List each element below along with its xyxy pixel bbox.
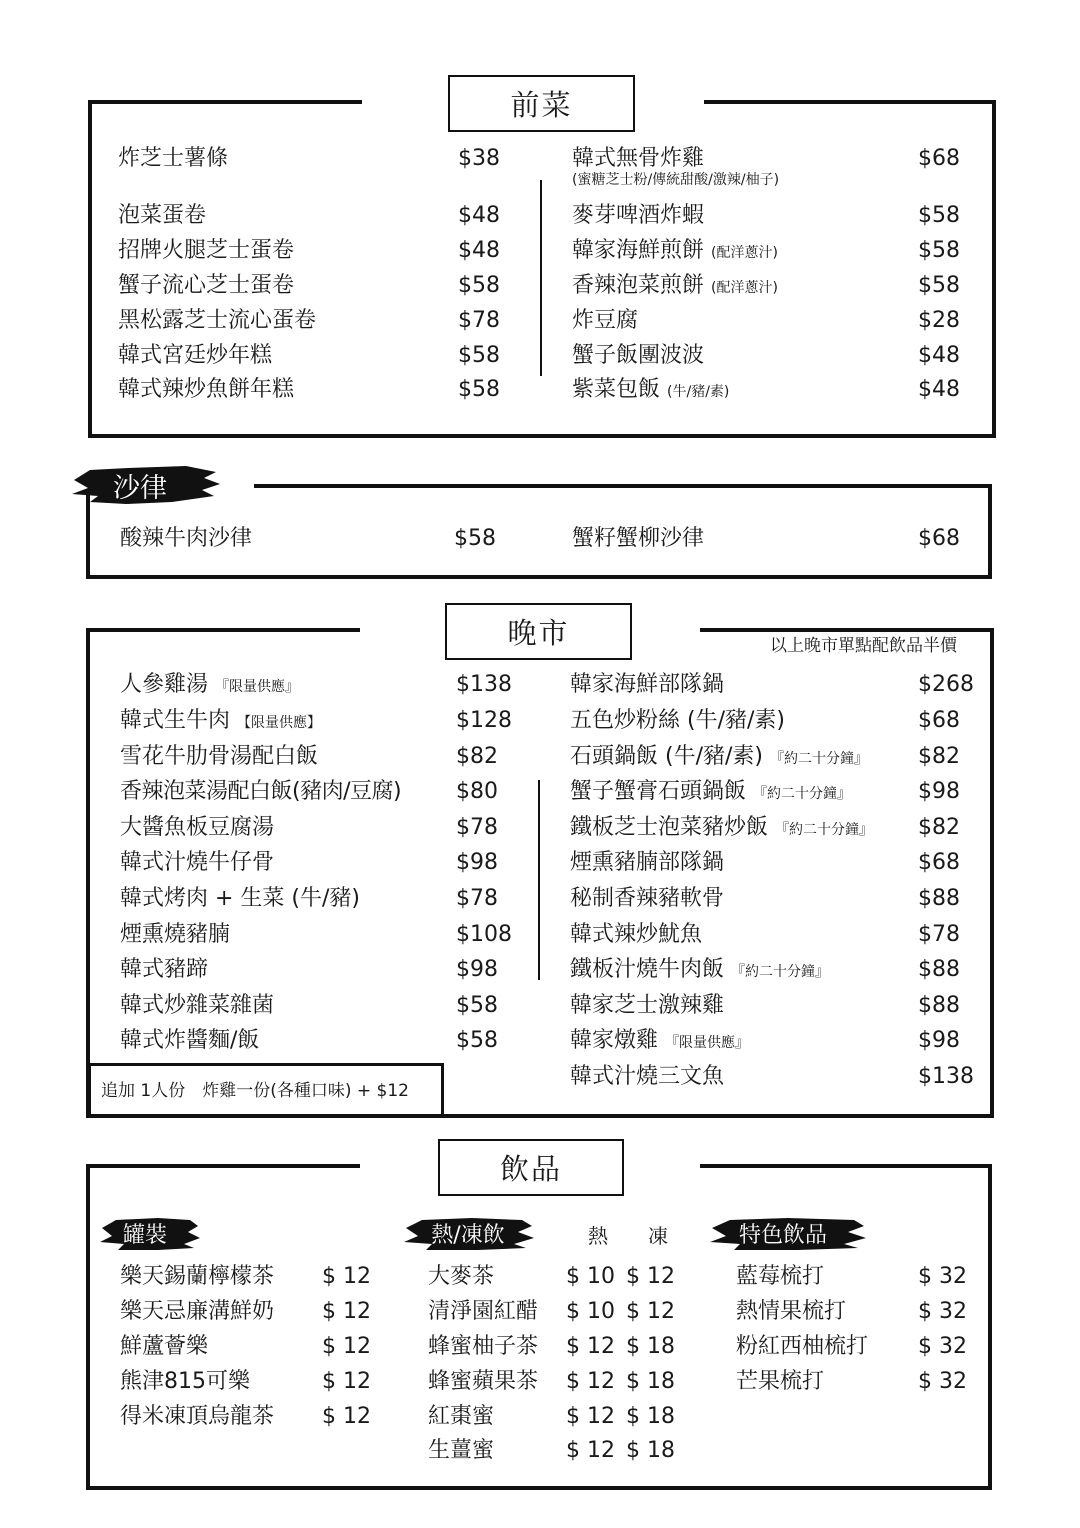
- menu-item-price: $58: [918, 238, 960, 263]
- menu-item-name: 蟹子蟹膏石頭鍋飯 『約二十分鐘』: [570, 779, 852, 804]
- menu-item-price: $78: [456, 815, 498, 840]
- menu-item-name: 泡菜蛋卷: [118, 203, 207, 228]
- menu-item-price: $68: [918, 850, 960, 875]
- menu-item-price: $68: [918, 526, 960, 551]
- menu-item-price: $78: [458, 308, 500, 333]
- menu-item-name: 蜂蜜蘋果茶: [428, 1369, 539, 1394]
- menu-item-name: 蟹籽蟹柳沙律: [572, 526, 705, 551]
- menu-item-name: 韓家芝士激辣雞: [570, 993, 725, 1018]
- dinner-note: 以上晚市單點配飲品半價: [770, 636, 957, 656]
- menu-item-name: 韓式辣炒魷魚: [570, 922, 703, 947]
- menu-item-note: 『限量供應』: [215, 679, 300, 695]
- menu-item-name: 韓家海鮮部隊鍋: [570, 672, 725, 697]
- menu-item-name: 鐵板汁燒牛肉飯 『約二十分鐘』: [570, 957, 830, 982]
- menu-item-price: $ 12: [322, 1264, 371, 1289]
- menu-item-price: $98: [918, 1028, 960, 1053]
- menu-item-name: 韓式生牛肉 【限量供應】: [120, 708, 322, 733]
- menu-item-price: $58: [918, 203, 960, 228]
- menu-item-name: 紅棗蜜: [428, 1404, 495, 1429]
- menu-item-price: $ 12: [322, 1369, 371, 1394]
- menu-item-price: $58: [458, 343, 500, 368]
- menu-item-price: $98: [456, 850, 498, 875]
- menu-item-note: 『約二十分鐘』: [753, 786, 852, 802]
- menu-item-name: 五色炒粉絲 (牛/豬/素): [570, 708, 785, 733]
- menu-item-price: $88: [918, 993, 960, 1018]
- menu-item-name: 韓式炒雜菜雜菌: [120, 993, 275, 1018]
- menu-item-note: 『約二十分鐘』: [775, 822, 874, 838]
- menu-item-price: $ 12: [322, 1299, 371, 1324]
- menu-item-price: $108: [456, 922, 512, 947]
- menu-item-price: $82: [918, 815, 960, 840]
- hotcold-title: 熱/凍飲: [431, 1222, 505, 1248]
- menu-item-name: 蜂蜜柚子茶: [428, 1334, 539, 1359]
- cold-column-header: 凍: [648, 1224, 668, 1248]
- menu-item-name: 粉紅西柚梳打: [736, 1334, 869, 1359]
- menu-item-price: $98: [918, 779, 960, 804]
- menu-item-name: 韓式烤肉 + 生菜 (牛/豬): [120, 886, 360, 911]
- menu-item-price: $ 32: [918, 1334, 967, 1359]
- menu-item-name: 韓式辣炒魚餅年糕: [118, 377, 295, 402]
- menu-item-price: $ 32: [918, 1369, 967, 1394]
- cold-price: $ 18: [626, 1438, 675, 1463]
- menu-item-name: 雪花牛肋骨湯配白飯: [120, 744, 319, 769]
- menu-item-name: 煙熏豬腩部隊鍋: [570, 850, 725, 875]
- hot-price: $ 12: [566, 1404, 615, 1429]
- menu-item-note: (配洋蔥汁): [711, 245, 778, 261]
- menu-item-note: (配洋蔥汁): [711, 280, 778, 296]
- menu-item-name: 韓式汁燒三文魚: [570, 1064, 725, 1089]
- menu-item-name: 炸芝士薯條: [118, 146, 229, 171]
- menu-item-name: 韓式炸醬麵/飯: [120, 1028, 260, 1053]
- menu-item-note: (牛/豬/素): [667, 384, 730, 400]
- menu-item-name: 紫菜包飯 (牛/豬/素): [572, 377, 730, 402]
- cold-price: $ 18: [626, 1334, 675, 1359]
- dinner-addon-text: 追加 1人份 炸雞一份(各種口味) + $12: [101, 1081, 409, 1101]
- menu-item-name: 煙熏燒豬腩: [120, 922, 231, 947]
- menu-item-price: $128: [456, 708, 512, 733]
- menu-item-note: 【限量供應】: [237, 715, 322, 731]
- menu-item-name: 熱情果梳打: [736, 1299, 847, 1324]
- menu-item-name: 得米凍頂烏龍茶: [120, 1404, 275, 1429]
- menu-item-price: $58: [456, 1028, 498, 1053]
- menu-item-price: $268: [918, 672, 974, 697]
- menu-item-price: $ 32: [918, 1264, 967, 1289]
- menu-item-price: $48: [458, 203, 500, 228]
- cold-price: $ 12: [626, 1299, 675, 1324]
- menu-item-name: 清淨園紅醋: [428, 1299, 539, 1324]
- menu-item-price: $98: [456, 957, 498, 982]
- menu-item-price: $ 12: [322, 1404, 371, 1429]
- menu-item-name: 黑松露芝士流心蛋卷: [118, 308, 317, 333]
- menu-item-name: 大麥茶: [428, 1264, 495, 1289]
- menu-item-name: 韓式宮廷炒年糕: [118, 343, 273, 368]
- menu-item-name: 大醬魚板豆腐湯: [120, 815, 275, 840]
- appetizers-title: 前菜: [448, 75, 635, 132]
- menu-item-name: 石頭鍋飯 (牛/豬/素) 『約二十分鐘』: [570, 744, 868, 769]
- menu-item-price: $82: [456, 744, 498, 769]
- dinner-title: 晚市: [445, 603, 632, 660]
- menu-item-price: $80: [456, 779, 498, 804]
- menu-item-name: 香辣泡菜湯配白飯(豬肉/豆腐): [120, 779, 402, 804]
- hot-price: $ 10: [566, 1264, 615, 1289]
- menu-item-price: $58: [918, 273, 960, 298]
- menu-item-name: 鐵板芝士泡菜豬炒飯 『約二十分鐘』: [570, 815, 874, 840]
- menu-item-price: $82: [918, 744, 960, 769]
- menu-item-price: $78: [456, 886, 498, 911]
- menu-item-price: $138: [918, 1064, 974, 1089]
- menu-item-note: 『約二十分鐘』: [731, 964, 830, 980]
- menu-item-price: $58: [454, 526, 496, 551]
- menu-item-name: 芒果梳打: [736, 1369, 825, 1394]
- menu-item-name: 韓式汁燒牛仔骨: [120, 850, 275, 875]
- menu-item-price: $78: [918, 922, 960, 947]
- menu-item-price: $ 32: [918, 1299, 967, 1324]
- menu-item-name: 韓式豬蹄: [120, 957, 209, 982]
- appetizers-divider: [540, 180, 542, 376]
- menu-item-name: 人參雞湯 『限量供應』: [120, 672, 300, 697]
- hot-price: $ 10: [566, 1299, 615, 1324]
- cold-price: $ 12: [626, 1264, 675, 1289]
- menu-item-name: 韓家燉雞 『限量供應』: [570, 1028, 750, 1053]
- menu-item-name: 熊津815可樂: [120, 1369, 250, 1394]
- menu-item-note: 『限量供應』: [665, 1035, 750, 1051]
- menu-item-price: $48: [458, 238, 500, 263]
- menu-item-price: $58: [458, 273, 500, 298]
- menu-item-price: $138: [456, 672, 512, 697]
- menu-item-price: $ 12: [322, 1334, 371, 1359]
- menu-item-price: $28: [918, 308, 960, 333]
- menu-item-price: $68: [918, 146, 960, 171]
- hot-column-header: 熱: [588, 1224, 608, 1248]
- dinner-divider: [538, 780, 540, 980]
- menu-item-price: $88: [918, 957, 960, 982]
- hot-price: $ 12: [566, 1369, 615, 1394]
- hot-price: $ 12: [566, 1438, 615, 1463]
- menu-item-price: $48: [918, 377, 960, 402]
- drinks-frame: [86, 1164, 992, 1490]
- menu-item-name: 酸辣牛肉沙律: [120, 526, 253, 551]
- menu-item-name: 生薑蜜: [428, 1438, 495, 1463]
- menu-item-price: $68: [918, 708, 960, 733]
- menu-item-name: 樂天錫蘭檸檬茶: [120, 1264, 275, 1289]
- menu-item-note: (蜜糖芝士粉/傳統甜酸/激辣/柚子): [572, 172, 780, 188]
- menu-item-price: $58: [458, 377, 500, 402]
- menu-item-price: $88: [918, 886, 960, 911]
- menu-item-name: 秘制香辣豬軟骨: [570, 886, 725, 911]
- dinner-addon-box: [88, 1063, 444, 1117]
- special-title: 特色飲品: [738, 1222, 827, 1248]
- menu-item-name: 樂天忌廉溝鮮奶: [120, 1299, 275, 1324]
- cold-price: $ 18: [626, 1404, 675, 1429]
- menu-item-name: 炸豆腐: [572, 308, 639, 333]
- drinks-title: 飲品: [438, 1139, 624, 1196]
- menu-item-price: $48: [918, 343, 960, 368]
- menu-item-name: 蟹子飯團波波: [572, 343, 705, 368]
- salad-title: 沙律: [113, 472, 167, 504]
- menu-item-name: 香辣泡菜煎餅 (配洋蔥汁): [572, 273, 778, 298]
- menu-item-name: 蟹子流心芝士蛋卷: [118, 273, 295, 298]
- menu-item-note: 『約二十分鐘』: [769, 751, 868, 767]
- menu-item-price: $38: [458, 146, 500, 171]
- menu-item-name: 韓家海鮮煎餅 (配洋蔥汁): [572, 238, 778, 263]
- canned-title: 罐裝: [122, 1222, 167, 1248]
- menu-item-name: 麥芽啤酒炸蝦: [572, 203, 705, 228]
- menu-item-name: 鮮蘆薈樂: [120, 1334, 209, 1359]
- menu-item-name: 招牌火腿芝士蛋卷: [118, 238, 295, 263]
- menu-item-name: 藍莓梳打: [736, 1264, 825, 1289]
- cold-price: $ 18: [626, 1369, 675, 1394]
- hot-price: $ 12: [566, 1334, 615, 1359]
- menu-item-name: 韓式無骨炸雞: [572, 146, 705, 171]
- menu-item-price: $58: [456, 993, 498, 1018]
